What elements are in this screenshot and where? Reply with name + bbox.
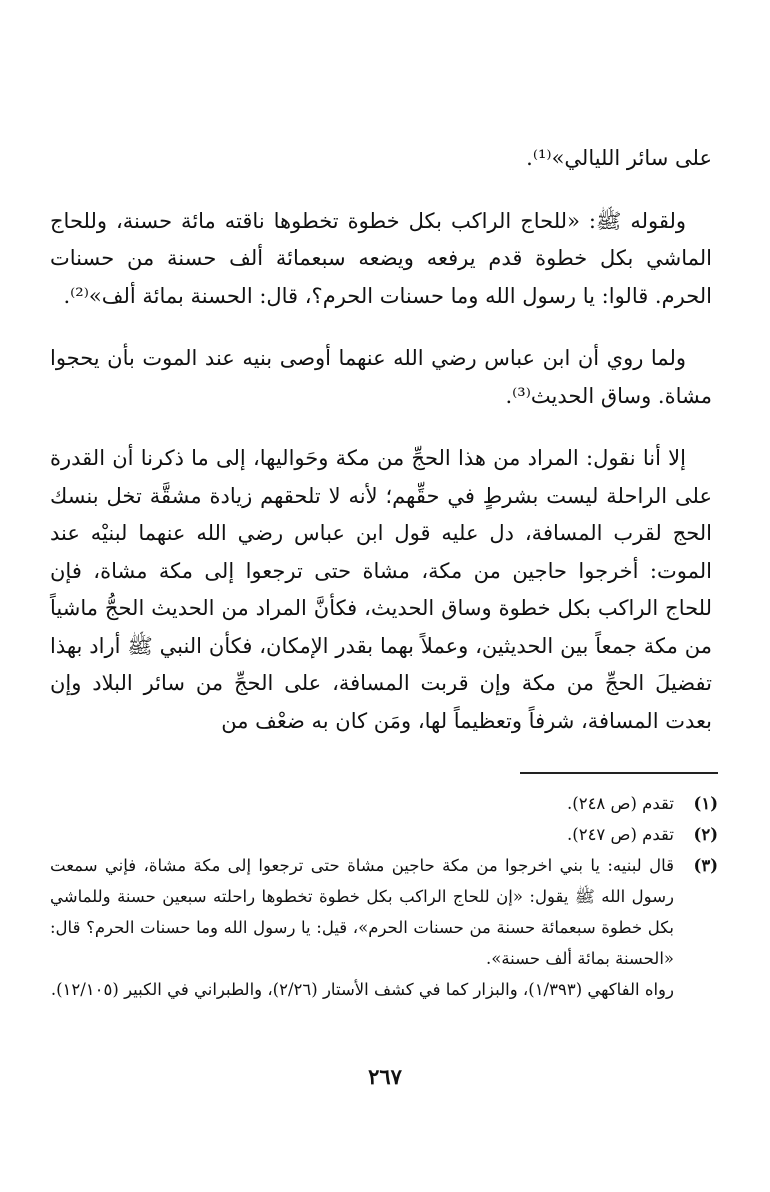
footnote-text: تقدم (ص ٢٤٨).: [567, 794, 674, 813]
paragraph-ibn-abbas: ولما روي أن ابن عباس رضي الله عنهما أوصى بنيه عند الموت بأن يحجوا مشاة. وساق الحديث⁽³⁾.: [50, 346, 712, 408]
footnote-number: (٣): [693, 856, 718, 875]
main-text: [50, 140, 712, 740]
page-number: ٢٦٧: [368, 1064, 402, 1089]
footnote-separator: [520, 772, 718, 774]
footnote-text: قال لبنيه: يا بني اخرجوا من مكة حاجين مشاة حتى ترجعوا إلى مكة مشاة، فإني سمعت رسول الله ﷺ يقول: «إن للحاج الراكب بكل خطوة تخطوها راحلته سبعين حسنة وللماشي بكل خطوة سبعمائة حسنة من حسنات الحرم»، قيل: يا رسول الله وما حسنات الحرم؟ قال: «الحسنة بمائة ألف حسنة».: [50, 856, 674, 968]
paragraph-discussion: إلا أنا نقول: المراد من هذا الحجِّ من مكة وحَواليها، إلى ما ذكرنا أن القدرة على الراحلة ليست بشرطٍ في حقِّهم؛ لأنه لا تلحقهم زيادة مشقَّة تخل بنسك الحج لقرب المسافة، دل عليه قول ابن عباس رضي الله عنهما لبنيْه عند الموت: أخرجوا حاجين من مكة، مشاة حتى ترجعوا إلى مكة مشاة، فإن للحاج الراكب بكل خطوة وساق الحديث، فكأنَّ المراد من الحديث الحجُّ ماشياً من مكة جمعاً بين الحديثين، وعملاً بهما بقدر الإمكان، فكأن النبي ﷺ أراد بهذا تفضيلَ الحجِّ من مكة وإن قربت المسافة، على الحجِّ من سائر البلاد وإن بعدت المسافة، شرفاً وتعظيماً لها، ومَن كان به ضعْف من: [50, 446, 713, 733]
footnote-3: [50, 850, 718, 974]
footnote-number: (١): [693, 794, 718, 813]
footnote-1: [50, 788, 718, 819]
paragraph-hadith-rider: ولقوله ﷺ: «للحاج الراكب بكل خطوة تخطوها ناقته مائة حسنة، وللحاج الماشي بكل خطوة قدم يرفعه ويضعه سبعمائة ألف حسنة من حسنات الحرم. قالوا: يا رسول الله وما حسنات الحرم؟، قال: الحسنة بمائة ألف»⁽²⁾.: [50, 208, 712, 308]
footnotes: [50, 788, 718, 1005]
footnote-2: [50, 819, 718, 850]
footnote-3-source: رواه الفاكهي (١/٣٩٣)، والبزار كما في كشف الأستار (٢/٢٦)، والطبراني في الكبير (١٢/١٠٥).: [50, 980, 674, 999]
paragraph-continuation: على سائر الليالي»⁽¹⁾.: [526, 146, 712, 170]
footnote-text: تقدم (ص ٢٤٧).: [567, 825, 674, 844]
footnote-number: (٢): [693, 825, 718, 844]
